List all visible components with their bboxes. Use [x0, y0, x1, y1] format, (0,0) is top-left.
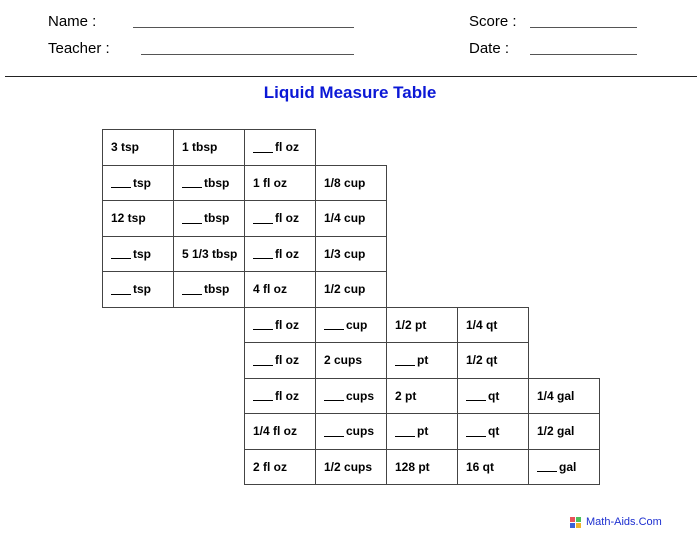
- cell-text: 1/2 pt: [395, 317, 427, 332]
- answer-cell[interactable]: [173, 271, 245, 308]
- given-cell: [386, 378, 458, 415]
- cell-text: 1/2 gal: [537, 424, 575, 439]
- score-label: Score :: [469, 13, 517, 30]
- cell-text: pt: [417, 353, 429, 368]
- answer-blank[interactable]: [324, 319, 344, 330]
- cell-text: 4 fl oz: [253, 282, 288, 297]
- given-cell: [173, 129, 245, 166]
- answer-cell[interactable]: [457, 413, 529, 450]
- answer-blank[interactable]: [182, 177, 202, 188]
- answer-blank[interactable]: [466, 390, 486, 401]
- given-cell: [315, 165, 387, 202]
- cell-text: 128 pt: [395, 459, 430, 474]
- answer-cell[interactable]: [244, 236, 316, 273]
- answer-cell[interactable]: [386, 413, 458, 450]
- cell-text: 5 1/3 tbsp: [182, 246, 238, 261]
- cell-text: tbsp: [204, 175, 230, 190]
- cell-text: tbsp: [204, 211, 230, 226]
- answer-blank[interactable]: [324, 390, 344, 401]
- answer-cell[interactable]: [173, 200, 245, 237]
- score-field[interactable]: [530, 27, 637, 28]
- answer-cell[interactable]: [173, 165, 245, 202]
- cell-text: qt: [488, 388, 500, 403]
- cell-text: 2 cups: [324, 353, 363, 368]
- given-cell: [102, 200, 174, 237]
- cell-text: 1/4 fl oz: [253, 424, 298, 439]
- given-cell: [315, 271, 387, 308]
- cell-text: 1/4 gal: [537, 388, 575, 403]
- answer-cell[interactable]: [102, 271, 174, 308]
- given-cell: [457, 307, 529, 344]
- answer-blank[interactable]: [253, 390, 273, 401]
- cell-text: fl oz: [275, 353, 299, 368]
- given-cell: [244, 449, 316, 486]
- answer-cell[interactable]: [528, 449, 600, 486]
- cell-text: 1/4 cup: [324, 211, 366, 226]
- cell-text: 12 tsp: [111, 211, 146, 226]
- answer-blank[interactable]: [182, 213, 202, 224]
- name-label: Name :: [48, 13, 97, 30]
- answer-blank[interactable]: [253, 319, 273, 330]
- given-cell: [315, 342, 387, 379]
- answer-cell[interactable]: [244, 342, 316, 379]
- answer-blank[interactable]: [466, 426, 486, 437]
- answer-blank[interactable]: [324, 426, 344, 437]
- answer-blank[interactable]: [395, 355, 415, 366]
- name-field[interactable]: [133, 27, 354, 28]
- cell-text: 1 tbsp: [182, 140, 218, 155]
- answer-cell[interactable]: [244, 129, 316, 166]
- cell-text: fl oz: [275, 317, 299, 332]
- answer-cell[interactable]: [244, 200, 316, 237]
- math-aids-logo-icon: [570, 517, 581, 528]
- cell-text: tsp: [133, 175, 151, 190]
- given-cell: [244, 413, 316, 450]
- answer-blank[interactable]: [111, 248, 131, 259]
- answer-blank[interactable]: [253, 355, 273, 366]
- date-label: Date :: [469, 40, 510, 57]
- cell-text: fl oz: [275, 211, 299, 226]
- answer-cell[interactable]: [315, 307, 387, 344]
- cell-text: 2 fl oz: [253, 459, 288, 474]
- cell-text: 3 tsp: [111, 140, 140, 155]
- cell-text: 1/8 cup: [324, 175, 366, 190]
- answer-blank[interactable]: [395, 426, 415, 437]
- cell-text: cup: [346, 317, 368, 332]
- cell-text: 16 qt: [466, 459, 495, 474]
- cell-text: 1 fl oz: [253, 175, 288, 190]
- cell-text: 1/2 qt: [466, 353, 498, 368]
- cell-text: gal: [559, 459, 577, 474]
- cell-text: cups: [346, 388, 375, 403]
- cell-text: tsp: [133, 246, 151, 261]
- answer-cell[interactable]: [102, 236, 174, 273]
- cell-text: fl oz: [275, 388, 299, 403]
- footer-brand: [570, 516, 662, 528]
- teacher-label: Teacher :: [48, 40, 110, 57]
- answer-cell[interactable]: [315, 413, 387, 450]
- cell-text: cups: [346, 424, 375, 439]
- given-cell: [315, 449, 387, 486]
- header-divider: [5, 76, 697, 77]
- answer-cell[interactable]: [244, 307, 316, 344]
- answer-cell[interactable]: [386, 342, 458, 379]
- answer-blank[interactable]: [111, 284, 131, 295]
- page-title: Liquid Measure Table: [263, 83, 437, 102]
- answer-blank[interactable]: [253, 142, 273, 153]
- answer-cell[interactable]: [457, 378, 529, 415]
- given-cell: [386, 307, 458, 344]
- answer-blank[interactable]: [537, 461, 557, 472]
- answer-blank[interactable]: [253, 248, 273, 259]
- cell-text: qt: [488, 424, 500, 439]
- given-cell: [528, 378, 600, 415]
- given-cell: [244, 271, 316, 308]
- teacher-field[interactable]: [141, 54, 354, 55]
- cell-text: tbsp: [204, 282, 230, 297]
- given-cell: [102, 129, 174, 166]
- cell-text: fl oz: [275, 246, 299, 261]
- brand-text: Math-Aids.Com: [586, 516, 662, 528]
- cell-text: 2 pt: [395, 388, 417, 403]
- given-cell: [315, 236, 387, 273]
- answer-blank[interactable]: [182, 284, 202, 295]
- given-cell: [457, 449, 529, 486]
- cell-text: pt: [417, 424, 429, 439]
- cell-text: 1/2 cup: [324, 282, 366, 297]
- cell-text: 1/4 qt: [466, 317, 498, 332]
- cell-text: 1/2 cups: [324, 459, 373, 474]
- given-cell: [173, 236, 245, 273]
- answer-cell[interactable]: [244, 378, 316, 415]
- given-cell: [244, 165, 316, 202]
- answer-blank[interactable]: [253, 213, 273, 224]
- cell-text: 1/3 cup: [324, 246, 366, 261]
- given-cell: [457, 342, 529, 379]
- given-cell: [315, 200, 387, 237]
- answer-cell[interactable]: [315, 378, 387, 415]
- given-cell: [528, 413, 600, 450]
- answer-blank[interactable]: [111, 177, 131, 188]
- answer-cell[interactable]: [102, 165, 174, 202]
- date-field[interactable]: [530, 54, 637, 55]
- cell-text: tsp: [133, 282, 151, 297]
- cell-text: fl oz: [275, 140, 299, 155]
- given-cell: [386, 449, 458, 486]
